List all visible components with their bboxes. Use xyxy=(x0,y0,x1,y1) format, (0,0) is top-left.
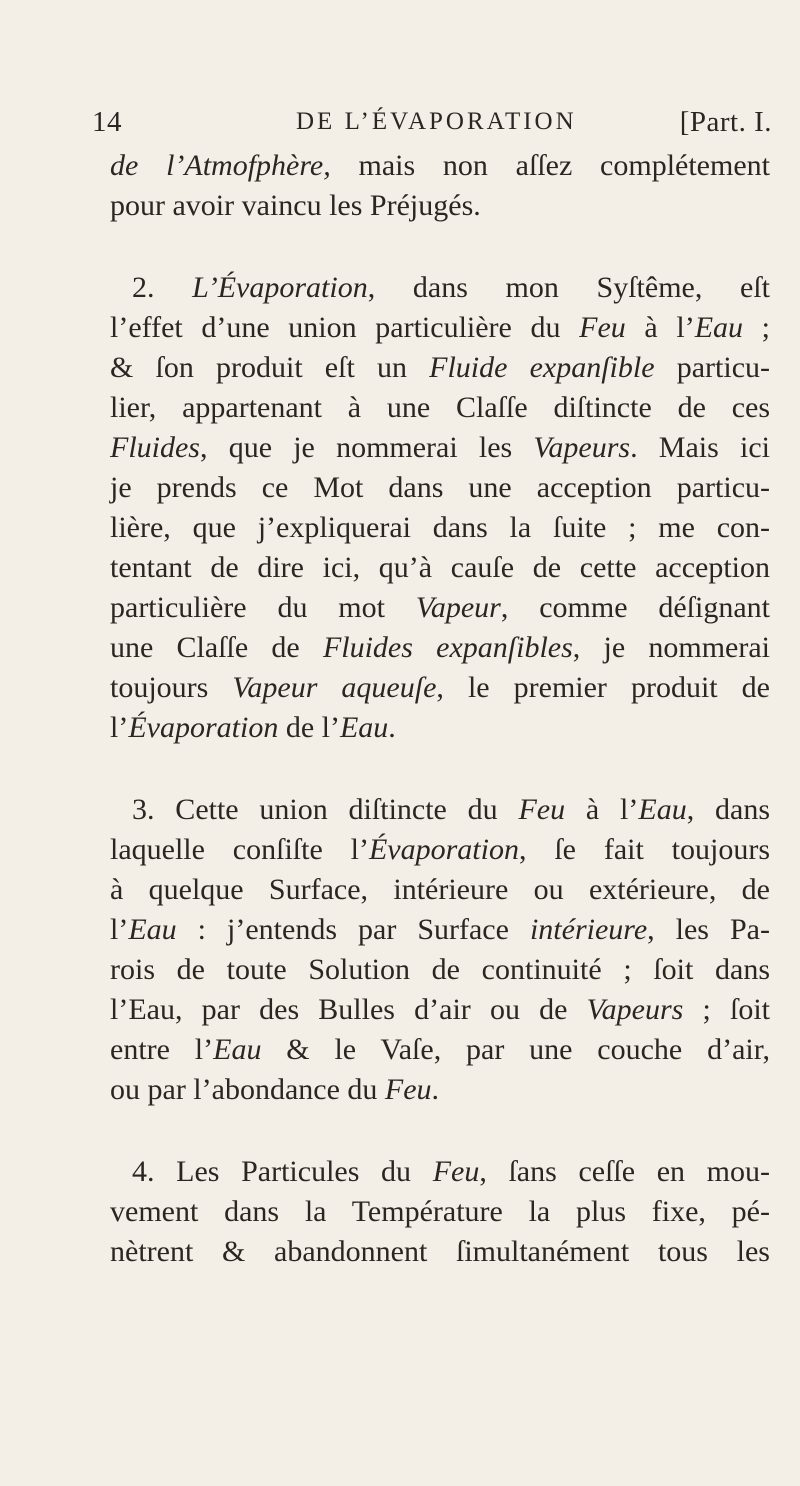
text-segment: ; xyxy=(743,311,771,344)
text-line xyxy=(110,1232,770,1272)
italic-text: Eau xyxy=(213,1033,262,1066)
text-segment: tentant de dire ici, qu’à cauſe de cette acception xyxy=(110,551,770,584)
paragraph xyxy=(110,1152,770,1272)
text-line xyxy=(110,790,770,830)
text-line xyxy=(110,428,770,468)
paragraph-gap xyxy=(110,748,770,790)
text-segment: , dans xyxy=(686,793,770,826)
text-line xyxy=(110,146,770,186)
text-segment: , comme déſignant xyxy=(500,591,770,624)
text-line xyxy=(110,308,770,348)
text-segment: , que je nommerai les xyxy=(200,431,534,464)
paragraph-gap xyxy=(110,1110,770,1152)
text-segment: rois de toute Solution de continuité ; ſoit dans xyxy=(110,953,770,986)
text-segment: l’ xyxy=(110,711,129,744)
text-line xyxy=(110,548,770,588)
text-line xyxy=(110,1030,770,1070)
running-head xyxy=(92,106,772,146)
text-line xyxy=(110,628,770,668)
italic-text: Eau xyxy=(638,793,687,826)
text-segment: & ſon produit eſt un xyxy=(110,351,430,384)
text-segment: ; ſoit xyxy=(683,993,770,1026)
text-segment: l’ xyxy=(110,913,129,946)
body-text xyxy=(110,146,770,1272)
text-segment: 4. Les Particules du xyxy=(132,1155,433,1188)
italic-text: Vapeurs xyxy=(533,431,631,464)
text-line xyxy=(110,588,770,628)
italic-text: Fluides xyxy=(110,431,200,464)
text-segment: . xyxy=(431,1073,440,1106)
text-segment: mais non aſſez complétement xyxy=(330,149,770,182)
text-segment: toujours xyxy=(110,671,233,704)
text-line xyxy=(110,910,770,950)
paragraph xyxy=(110,790,770,1110)
text-segment: nètrent & abandonnent ſimultanément tous les xyxy=(110,1235,770,1268)
paragraph-gap xyxy=(110,226,770,268)
italic-text: Feu xyxy=(579,311,626,344)
text-line xyxy=(110,708,770,748)
text-line xyxy=(110,1070,770,1110)
text-line xyxy=(110,468,770,508)
text-segment: une Claſſe de xyxy=(110,631,323,664)
paragraph xyxy=(110,146,770,226)
italic-text: Vapeur xyxy=(415,591,501,624)
italic-text: Évaporation xyxy=(128,711,279,744)
italic-text: Feu xyxy=(384,1073,432,1106)
italic-text: L’Évaporation xyxy=(192,271,368,304)
paragraph xyxy=(110,268,770,748)
text-segment: : j’entends par Surface xyxy=(176,913,530,946)
italic-text: Eau xyxy=(694,311,744,344)
text-segment: vement dans la Température la plus fixe, pé- xyxy=(110,1195,770,1228)
text-segment: lière, que j’expliquerai dans la ſuite ; me con- xyxy=(110,511,770,544)
text-segment: lier, appartenant à une Claſſe diſtincte de ces xyxy=(110,391,770,424)
text-segment: à l’ xyxy=(565,793,639,826)
italic-text: Fluide expanſible xyxy=(429,351,655,384)
text-line xyxy=(110,1192,770,1232)
text-segment: & le Vaſe, par une couche d’air, xyxy=(261,1033,771,1066)
text-segment: . Mais ici xyxy=(630,431,770,464)
text-line xyxy=(110,668,770,708)
text-segment: l’effet d’une union particulière du xyxy=(110,311,580,344)
running-title: DE L’ÉVAPORATION xyxy=(296,108,577,135)
italic-text: Évaporation xyxy=(368,833,519,866)
text-line xyxy=(110,990,770,1030)
italic-text: Feu xyxy=(518,793,566,826)
italic-text: Eau xyxy=(128,913,177,946)
text-segment: , le premier produit de xyxy=(436,671,770,704)
text-segment: , je nommerai xyxy=(572,631,770,664)
italic-text: Vapeurs xyxy=(586,993,684,1026)
text-segment: 3. Cette union diſtincte du xyxy=(132,793,519,826)
page-number: 14 xyxy=(92,106,122,138)
text-segment: je prends ce Mot dans une acception particu- xyxy=(110,471,770,504)
text-segment: laquelle conſiſte l’ xyxy=(110,833,369,866)
part-label: [Part. I. xyxy=(679,106,772,138)
text-line xyxy=(110,1152,770,1192)
italic-text: intérieure xyxy=(529,913,648,946)
text-segment: . xyxy=(388,711,396,744)
text-segment: à l’ xyxy=(625,311,695,344)
text-line xyxy=(110,508,770,548)
text-line xyxy=(110,268,770,308)
text-segment: , les Pa- xyxy=(647,913,770,946)
text-line xyxy=(110,830,770,870)
text-segment: de l’ xyxy=(278,711,340,744)
italic-text: de l’Atmofphère, xyxy=(110,149,331,182)
text-segment: entre l’ xyxy=(110,1033,214,1066)
text-line xyxy=(110,870,770,910)
text-segment: particulière du mot xyxy=(110,591,416,624)
text-segment: à quelque Surface, intérieure ou extérieure, de xyxy=(110,873,770,906)
text-segment: particu- xyxy=(654,351,771,384)
text-segment: 2. xyxy=(132,271,193,304)
text-segment: , ſans ceſſe en mou- xyxy=(479,1155,770,1188)
text-segment: pour avoir vaincu les Préjugés. xyxy=(110,189,481,222)
italic-text: Fluides expanſibles xyxy=(322,631,573,664)
text-line xyxy=(110,388,770,428)
italic-text: Eau xyxy=(339,711,389,744)
text-segment: l’Eau, par des Bulles d’air ou de xyxy=(110,993,587,1026)
text-line xyxy=(110,348,770,388)
text-segment: , ſe fait toujours xyxy=(518,833,770,866)
italic-text: Feu xyxy=(432,1155,480,1188)
italic-text: Vapeur aqueuſe xyxy=(232,671,437,704)
text-line xyxy=(110,186,770,226)
text-segment: ou par l’abondance du xyxy=(110,1073,385,1106)
text-line xyxy=(110,950,770,990)
text-segment: , dans mon Syſtême, eſt xyxy=(367,271,770,304)
